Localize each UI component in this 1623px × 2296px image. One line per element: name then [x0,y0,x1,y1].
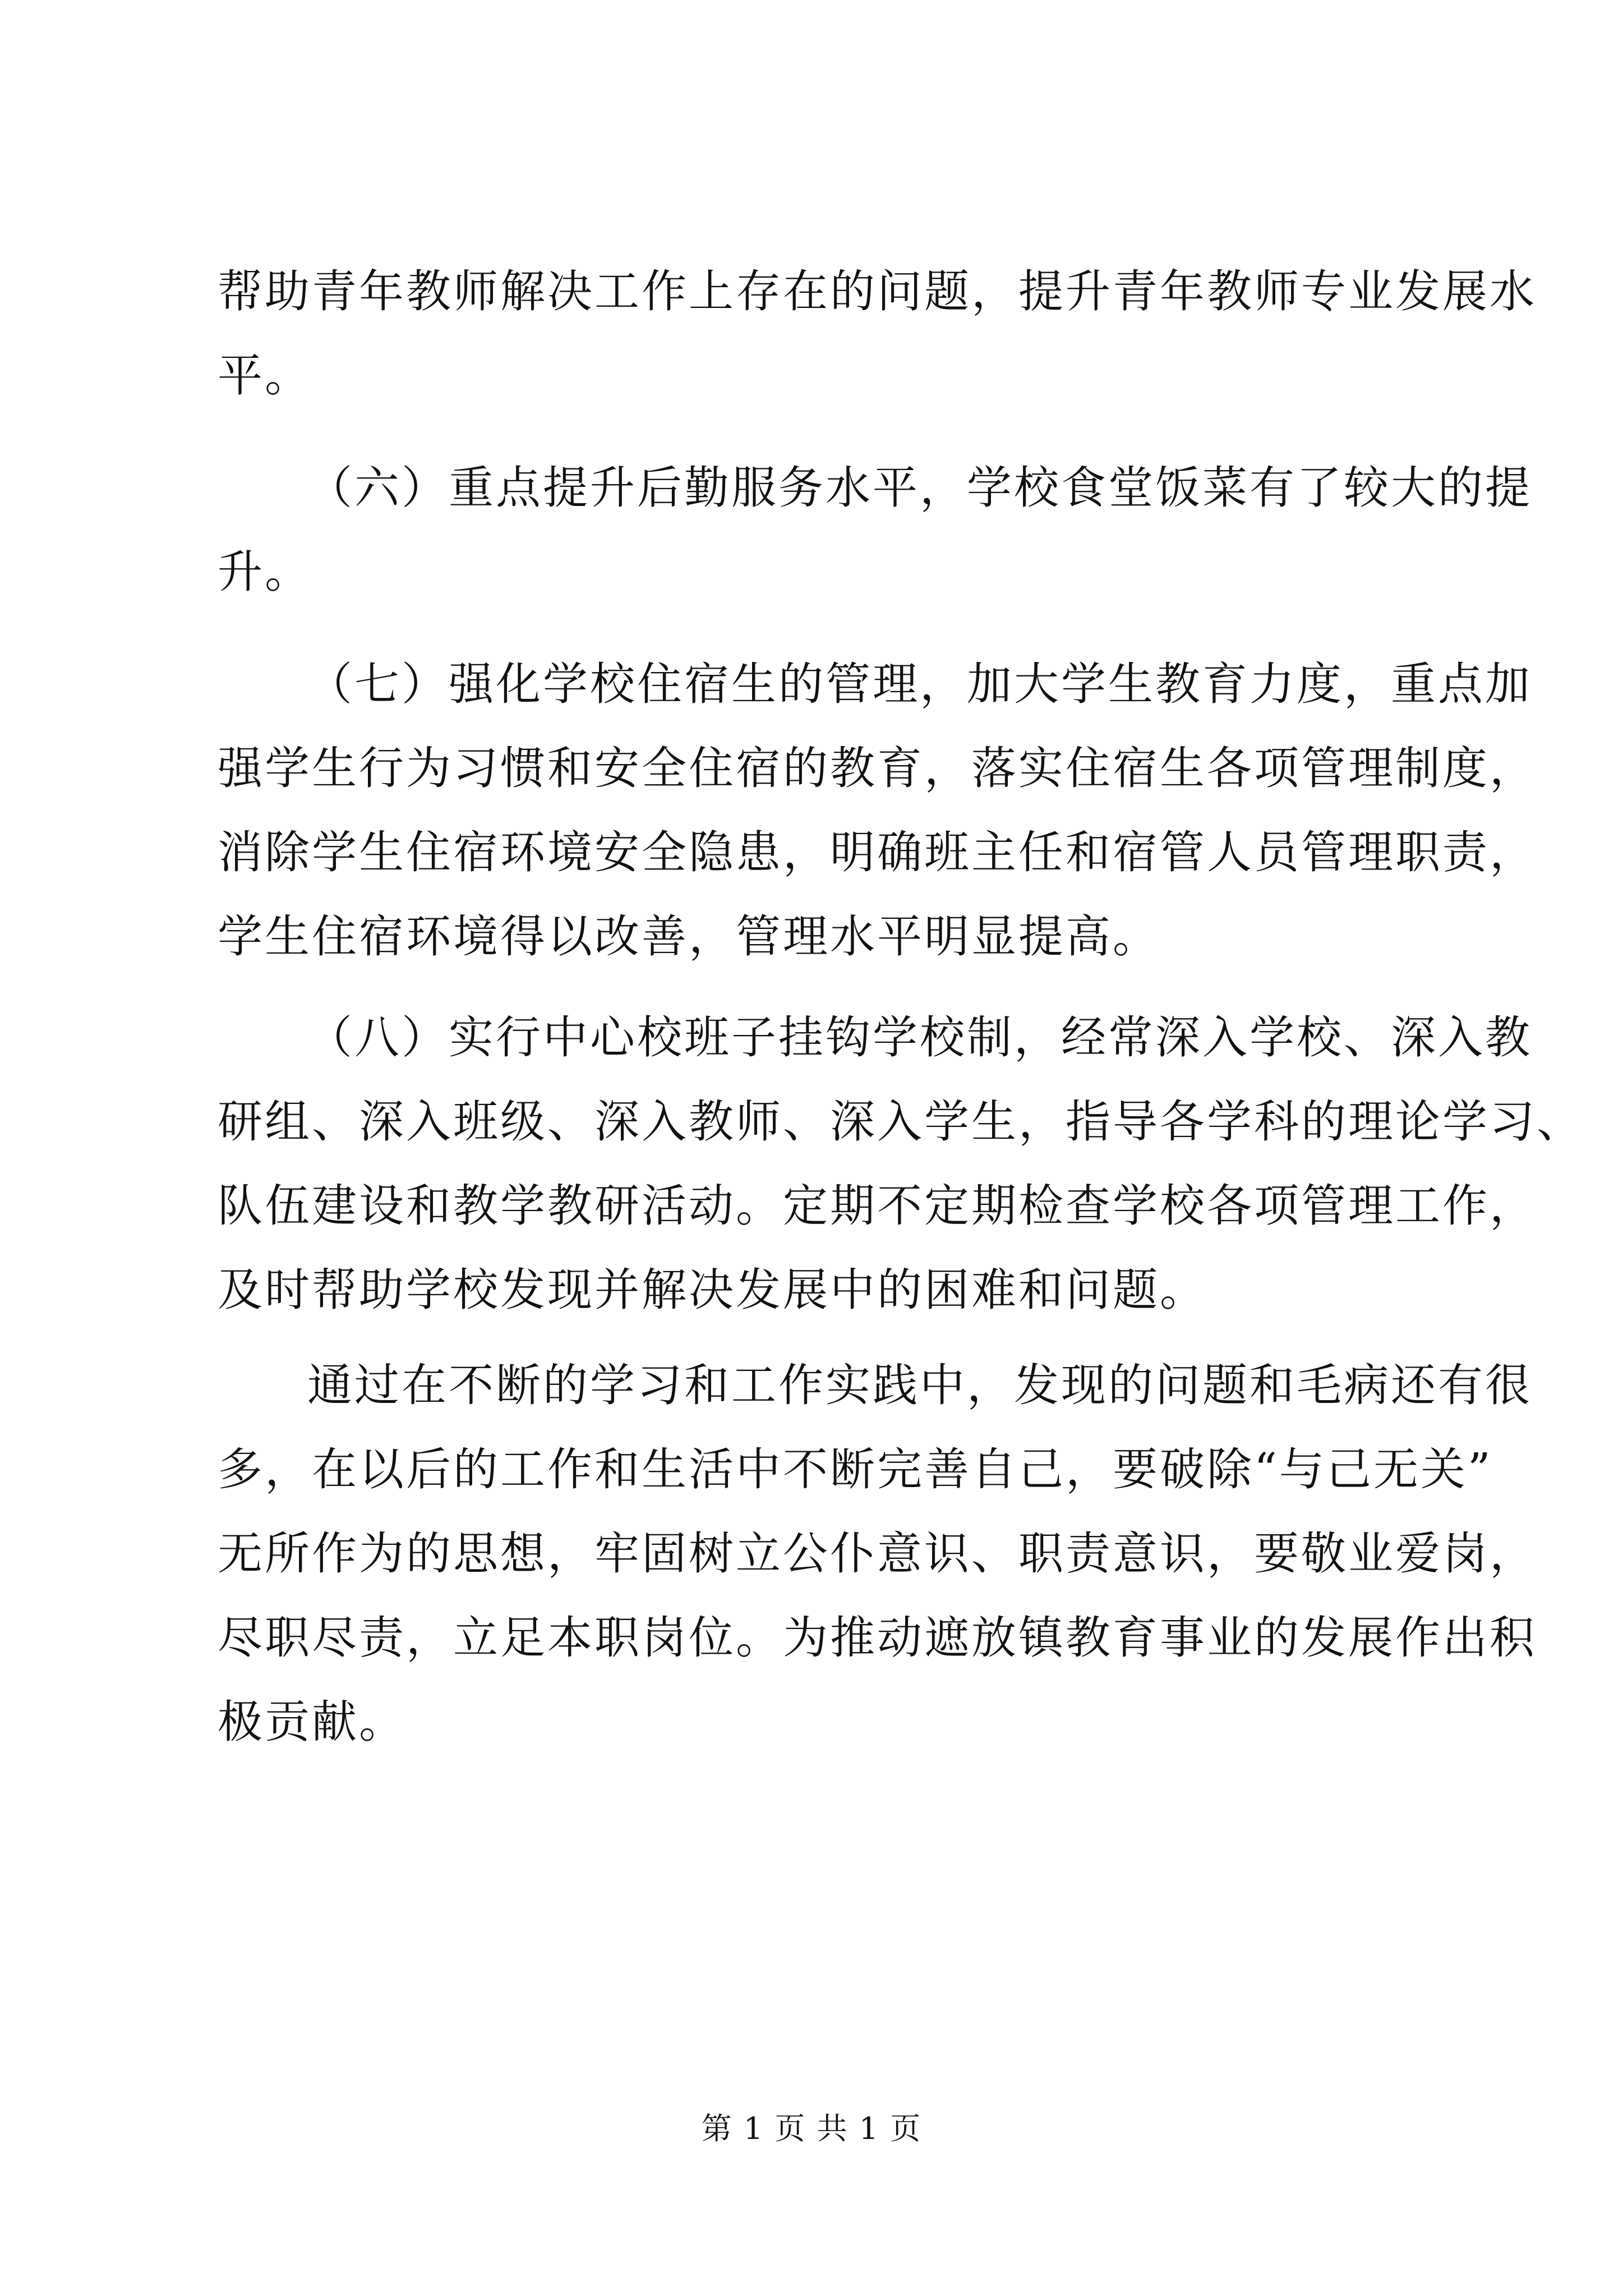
text-line: 帮助青年教师解决工作上存在的问题，提升青年教师专业发展水 [218,265,1537,318]
text-line: 尽职尽责，立足本职岗位。为推动遮放镇教育事业的发展作出积 [218,1612,1537,1664]
text-line: 队伍建设和教学教研活动。定期不定期检查学校各项管理工作， [218,1180,1537,1232]
text-line: 多，在以后的工作和生活中不断完善自己，要破除“与己无关” [218,1443,1493,1496]
text-line: 强学生行为习惯和安全住宿的教育，落实住宿生各项管理制度， [218,742,1537,794]
text-line: （六）重点提升后勤服务水平，学校食堂饭菜有了较大的提 [307,462,1532,514]
text-line: 升。 [218,546,312,598]
text-line: 极贡献。 [218,1696,406,1748]
page-footer: 第 1 页 共 1 页 [701,2111,922,2146]
text-line: 平。 [218,349,312,402]
text-line: 消除学生住宿环境安全隐患，明确班主任和宿管人员管理职责， [218,826,1537,878]
text-line: （七）强化学校住宿生的管理，加大学生教育力度，重点加 [307,658,1532,710]
text-line: 无所作为的思想，牢固树立公仆意识、职责意识，要敬业爱岗， [218,1527,1537,1580]
text-line: 研组、深入班级、深入教师、深入学生，指导各学科的理论学习、 [218,1096,1584,1148]
text-line: 及时帮助学校发现并解决发展中的困难和问题。 [218,1264,1207,1316]
text-line: 学生住宿环境得以改善，管理水平明显提高。 [218,910,1160,963]
text-line: （八）实行中心校班子挂钩学校制，经常深入学校、深入教 [307,1011,1532,1064]
text-line: 通过在不断的学习和工作实践中，发现的问题和毛病还有很 [307,1359,1532,1411]
